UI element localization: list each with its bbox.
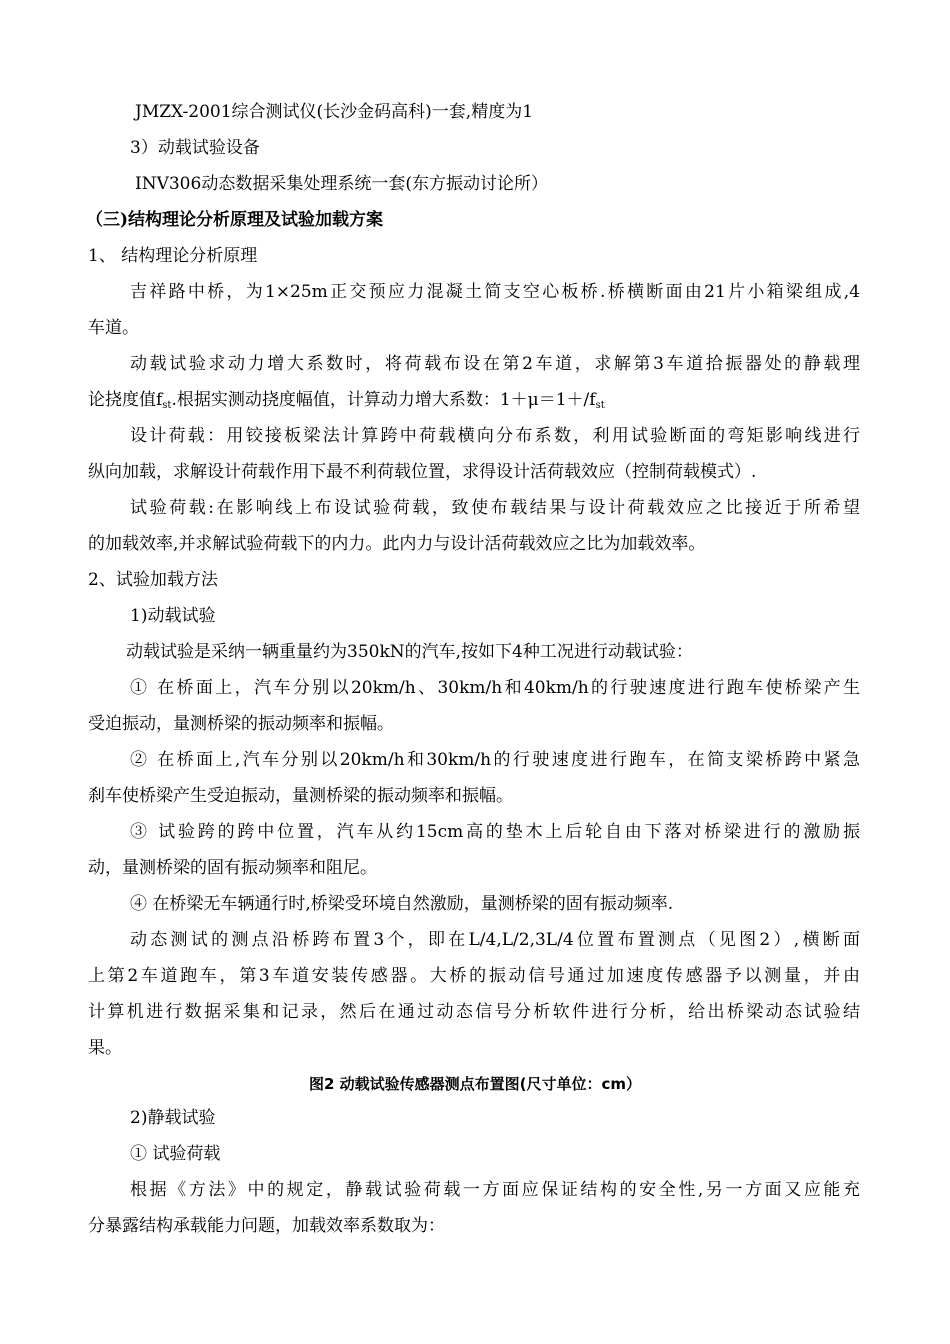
- formula-text: .根据实测动挠度幅值，计算动力增大系数：1＋μ＝1＋/f: [171, 390, 596, 410]
- text-line: 果。: [88, 1038, 122, 1058]
- text-line: 动载试验求动力增大系数时，将荷载布设在第2车道，求解第3车道拾振器处的静载理: [130, 354, 860, 374]
- text-line: INV306动态数据采集处理系统一套(东方振动讨论所）: [135, 174, 548, 194]
- text-line: ① 试验荷载: [130, 1144, 221, 1164]
- text-line: 吉祥路中桥，为1×25m正交预应力混凝土简支空心板桥.桥横断面由21片小箱梁组成,4: [130, 282, 860, 302]
- text-line: 动态测试的测点沿桥跨布置3个，即在L/4,L/2,3L/4位置布置测点（见图2）,横断面: [130, 930, 860, 950]
- text-line: ④ 在桥梁无车辆通行时,桥梁受环境自然激励，量测桥梁的固有振动频率.: [130, 894, 674, 914]
- subsection-heading: 2)静载试验: [130, 1108, 216, 1128]
- section-heading: （三)结构理论分析原理及试验加载方案: [86, 210, 384, 230]
- subsection-heading: 1、 结构理论分析原理: [88, 246, 258, 266]
- text-line: 刹车使桥梁产生受迫振动，量测桥梁的振动频率和振幅。: [88, 786, 513, 806]
- text-line: 动载试验是采纳一辆重量约为350kN的汽车,按如下4种工况进行动载试验：: [126, 642, 693, 662]
- text-line: 设计荷载：用铰接板梁法计算跨中荷载横向分布系数，利用试验断面的弯矩影响线进行: [130, 426, 860, 446]
- subsection-heading: 2、试验加载方法: [88, 570, 218, 590]
- text-line: 纵向加载，求解设计荷载作用下最不利荷载位置，求得设计活荷载效应（控制荷载模式）.: [88, 462, 757, 482]
- text-line: 计算机进行数据采集和记录，然后在通过动态信号分析软件进行分析，给出桥梁动态试验结: [88, 1002, 860, 1022]
- figure-caption: 图2 动载试验传感器测点布置图(尺寸单位：cm）: [308, 1075, 642, 1093]
- subscript: st: [162, 400, 172, 411]
- subscript: st: [595, 400, 605, 411]
- text-line: ③ 试验跨的跨中位置，汽车从约15cm高的垫木上后轮自由下落对桥梁进行的激励振: [130, 822, 860, 842]
- text-line: 3）动载试验设备: [130, 138, 260, 158]
- text-line: 的加载效率,并求解试验荷载下的内力。此内力与设计活荷载效应之比为加载效率。: [88, 534, 706, 554]
- text-line: ① 在桥面上，汽车分别以20km/h、30km/h和40km/h的行驶速度进行跑车使桥梁产生: [130, 678, 860, 698]
- text-line: ② 在桥面上,汽车分别以20km/h和30km/h的行驶速度进行跑车，在简支梁桥跨中紧急: [130, 750, 860, 770]
- text-line: 试验荷载:在影响线上布设试验荷载，致使布载结果与设计荷载效应之比接近于所希望: [130, 498, 860, 518]
- text-line: 受迫振动，量测桥梁的振动频率和振幅。: [88, 714, 394, 734]
- text-line: 根据《方法》中的规定，静载试验荷载一方面应保证结构的安全性,另一方面又应能充: [130, 1180, 860, 1200]
- text-line: 车道。: [88, 318, 139, 338]
- text-line: 上第2车道跑车，第3车道安装传感器。大桥的振动信号通过加速度传感器予以测量，并由: [88, 966, 860, 986]
- text-line: JMZX-2001综合测试仪(长沙金码高科)一套,精度为1: [135, 102, 534, 122]
- text-line: 动，量测桥梁的固有振动频率和阻尼。: [88, 858, 377, 878]
- formula-text: 论挠度值f: [88, 390, 163, 410]
- text-line: 1)动载试验: [130, 606, 216, 626]
- text-line: 分暴露结构承载能力问题，加载效率系数取为：: [88, 1216, 445, 1236]
- formula-line: [88, 389, 605, 411]
